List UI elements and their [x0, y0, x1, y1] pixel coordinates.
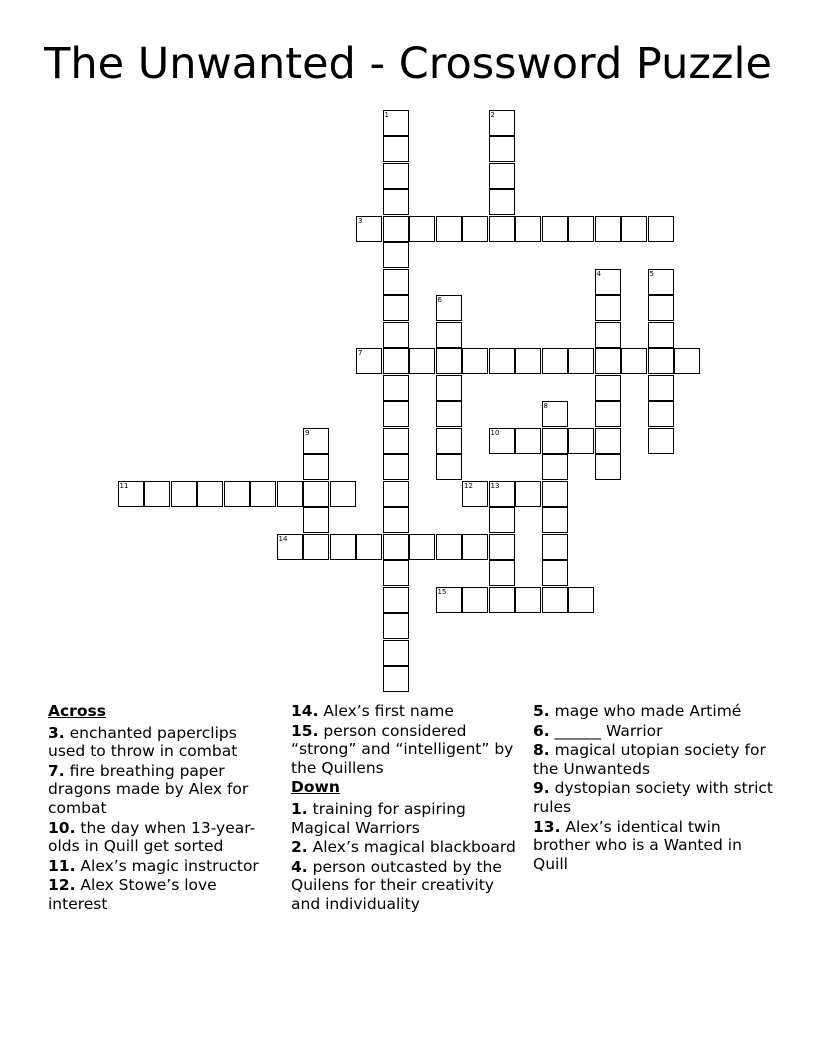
grid-cell[interactable] [648, 269, 674, 295]
grid-cell[interactable] [489, 110, 515, 136]
grid-cell[interactable] [462, 216, 488, 242]
clue-down-8: 8. magical utopian society for the Unwanteds [533, 741, 766, 778]
clue-down-5: 5. mage who made Artimé [533, 702, 742, 720]
grid-cell[interactable] [595, 454, 621, 480]
grid-cell[interactable] [330, 481, 356, 507]
grid-cell[interactable] [303, 454, 329, 480]
grid-cell[interactable] [436, 534, 462, 560]
grid-cell[interactable] [515, 481, 541, 507]
grid-cell[interactable] [648, 295, 674, 321]
grid-cell[interactable] [542, 401, 568, 427]
grid-cell[interactable] [489, 163, 515, 189]
grid-cell[interactable] [489, 216, 515, 242]
grid-cell[interactable] [568, 428, 594, 454]
grid-cell[interactable] [568, 348, 594, 374]
grid-cell[interactable] [568, 216, 594, 242]
clue-across-11: 11. Alex’s magic instructor [48, 856, 259, 875]
grid-cell[interactable] [383, 216, 409, 242]
grid-cell[interactable] [436, 375, 462, 401]
grid-cell[interactable] [383, 189, 409, 215]
clue-down-9: 9. dystopian society with strict rules [533, 779, 774, 816]
clue-across-14: 14. Alex’s first name [291, 702, 454, 720]
clue-down-4: 4. person outcasted by the Quilens for their creativity and individuality [291, 857, 502, 913]
clue-number: 14 [278, 534, 288, 543]
grid-cell[interactable] [303, 481, 329, 507]
grid-cell[interactable] [250, 481, 276, 507]
clue-number: 13 [490, 481, 500, 490]
grid-cell[interactable] [542, 216, 568, 242]
grid-cell[interactable] [409, 534, 435, 560]
grid-cell[interactable] [436, 401, 462, 427]
clue-across-7: 7. fire breathing paper dragons made by Alex for combat [48, 761, 249, 817]
grid-cell[interactable] [383, 242, 409, 268]
grid-cell[interactable] [542, 587, 568, 613]
clue-across-10: 10. the day when 13-year-olds in Quill get sorted [48, 818, 256, 856]
clue-across-12: 12. Alex Stowe’s love interest [48, 876, 217, 913]
grid-cell[interactable] [542, 481, 568, 507]
clue-number: 8 [543, 402, 548, 410]
grid-cell[interactable] [436, 322, 462, 348]
grid-cell[interactable] [303, 428, 329, 454]
grid-cell[interactable] [383, 401, 409, 427]
grid-cell[interactable] [383, 322, 409, 348]
clue-number: 15 [437, 587, 447, 596]
grid-cell[interactable] [436, 587, 462, 613]
grid-cell[interactable] [489, 587, 515, 613]
grid-cell[interactable] [568, 587, 594, 613]
grid-cell[interactable] [383, 640, 409, 666]
grid-cell[interactable] [383, 269, 409, 295]
grid-cell[interactable] [383, 136, 409, 162]
grid-cell[interactable] [648, 322, 674, 348]
grid-cell[interactable] [489, 534, 515, 560]
clue-number: 6 [437, 296, 442, 304]
grid-cell[interactable] [330, 534, 356, 560]
clue-number: 10 [490, 428, 500, 437]
grid-cell[interactable] [489, 560, 515, 586]
grid-cell[interactable] [489, 348, 515, 374]
clue-down-1: 1. training for aspiring Magical Warriors [291, 799, 466, 837]
grid-cell[interactable] [383, 454, 409, 480]
grid-cell[interactable] [515, 348, 541, 374]
grid-cell[interactable] [515, 587, 541, 613]
grid-cell[interactable] [436, 216, 462, 242]
grid-cell[interactable] [542, 560, 568, 586]
grid-cell[interactable] [595, 401, 621, 427]
grid-cell[interactable] [383, 507, 409, 533]
grid-cell[interactable] [436, 454, 462, 480]
across-heading: Across [48, 702, 106, 720]
grid-cell[interactable] [383, 613, 409, 639]
grid-cell[interactable] [542, 507, 568, 533]
grid-cell[interactable] [383, 428, 409, 454]
grid-cell[interactable] [595, 216, 621, 242]
grid-cell[interactable] [489, 507, 515, 533]
grid-cell[interactable] [436, 348, 462, 374]
grid-cell[interactable] [383, 587, 409, 613]
clue-down-2: 2. Alex’s magical blackboard [291, 838, 516, 857]
grid-cell[interactable] [674, 348, 700, 374]
grid-cell[interactable] [462, 534, 488, 560]
grid-cell[interactable] [648, 428, 674, 454]
grid-cell[interactable] [462, 348, 488, 374]
grid-cell[interactable] [356, 534, 382, 560]
grid-cell[interactable] [356, 348, 382, 374]
grid-cell[interactable] [197, 481, 223, 507]
grid-cell[interactable] [383, 666, 409, 692]
clue-number: 1 [384, 110, 389, 119]
clue-number: 3 [358, 216, 363, 225]
clue-number: 4 [596, 269, 601, 278]
grid-cell[interactable] [515, 428, 541, 454]
grid-cell[interactable] [542, 428, 568, 454]
grid-cell[interactable] [648, 375, 674, 401]
grid-cell[interactable] [383, 481, 409, 507]
clues-column-1 [48, 702, 273, 915]
grid-cell[interactable] [436, 295, 462, 321]
clue-number: 7 [358, 349, 363, 357]
grid-cell[interactable] [383, 295, 409, 321]
grid-cell[interactable] [383, 110, 409, 136]
clue-across-15: 15. person considered “strong” and “intelligent” by the Quillens [291, 721, 514, 777]
grid-cell[interactable] [542, 348, 568, 374]
grid-cell[interactable] [277, 534, 303, 560]
grid-cell[interactable] [144, 481, 170, 507]
grid-cell[interactable] [436, 428, 462, 454]
grid-cell[interactable] [383, 163, 409, 189]
grid-cell[interactable] [356, 216, 382, 242]
grid-cell[interactable] [595, 322, 621, 348]
clue-number: 11 [119, 481, 129, 490]
grid-cell[interactable] [409, 348, 435, 374]
clue-down-13: 13. Alex’s identical twin brother who is a Wanted in Quill [533, 817, 742, 873]
down-heading: Down [291, 778, 340, 797]
clue-across-3: 3. enchanted paperclips used to throw in combat [48, 723, 238, 761]
grid-cell[interactable] [224, 481, 250, 507]
grid-cell[interactable] [489, 136, 515, 162]
clue-number: 9 [305, 428, 310, 437]
grid-cell[interactable] [595, 348, 621, 374]
grid-cell[interactable] [489, 481, 515, 507]
grid-cell[interactable] [383, 534, 409, 560]
grid-cell[interactable] [542, 454, 568, 480]
grid-cell[interactable] [383, 560, 409, 586]
grid-cell[interactable] [595, 295, 621, 321]
grid-cell[interactable] [542, 534, 568, 560]
grid-cell[interactable] [595, 269, 621, 295]
clue-down-6: 6. ______ Warrior [533, 721, 663, 740]
clue-number: 5 [649, 269, 654, 278]
grid-cell[interactable] [621, 216, 647, 242]
grid-cell[interactable] [489, 428, 515, 454]
clues-column-3 [533, 702, 773, 874]
page-title: The Unwanted - Crossword Puzzle [44, 39, 772, 89]
grid-cell[interactable] [303, 507, 329, 533]
grid-cell[interactable] [277, 481, 303, 507]
grid-cell[interactable] [303, 534, 329, 560]
grid-cell[interactable] [648, 216, 674, 242]
grid-cell[interactable] [383, 375, 409, 401]
grid-cell[interactable] [621, 348, 647, 374]
grid-cell[interactable] [515, 216, 541, 242]
grid-cell[interactable] [462, 481, 488, 507]
grid-cell[interactable] [648, 401, 674, 427]
grid-cell[interactable] [171, 481, 197, 507]
grid-cell[interactable] [118, 481, 144, 507]
grid-cell[interactable] [489, 189, 515, 215]
grid-cell[interactable] [383, 348, 409, 374]
grid-cell[interactable] [648, 348, 674, 374]
grid-cell[interactable] [595, 375, 621, 401]
clue-number: 12 [464, 481, 473, 490]
grid-cell[interactable] [462, 587, 488, 613]
clue-number: 2 [490, 110, 495, 119]
grid-cell[interactable] [595, 428, 621, 454]
clues-column-2 [291, 702, 526, 915]
grid-cell[interactable] [409, 216, 435, 242]
